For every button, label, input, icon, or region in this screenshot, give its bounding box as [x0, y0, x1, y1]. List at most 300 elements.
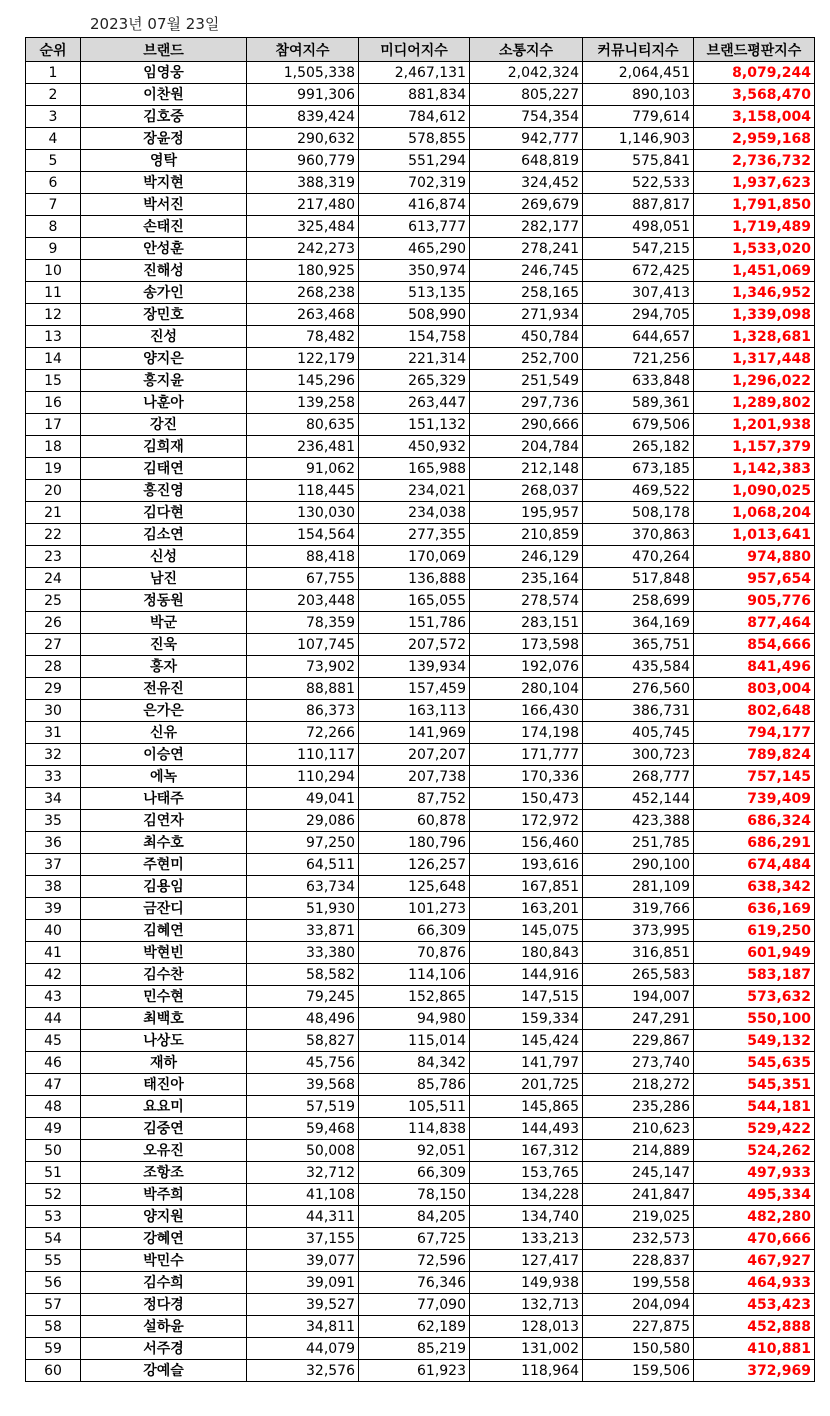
cell-brand-index: 1,068,204: [694, 502, 815, 524]
cell-participation: 839,424: [247, 106, 359, 128]
cell-brand-index: 1,201,938: [694, 414, 815, 436]
cell-participation: 41,108: [247, 1184, 359, 1206]
cell-participation: 67,755: [247, 568, 359, 590]
cell-rank: 20: [26, 480, 81, 502]
table-row: [26, 832, 815, 854]
cell-rank: 17: [26, 414, 81, 436]
cell-brand-index: 549,132: [694, 1030, 815, 1052]
cell-communication: 805,227: [470, 84, 583, 106]
cell-community: 435,584: [583, 656, 694, 678]
cell-communication: 268,037: [470, 480, 583, 502]
cell-community: 245,147: [583, 1162, 694, 1184]
table-row: [26, 194, 815, 216]
cell-communication: 144,916: [470, 964, 583, 986]
cell-participation: 325,484: [247, 216, 359, 238]
cell-brand-index: 601,949: [694, 942, 815, 964]
cell-community: 405,745: [583, 722, 694, 744]
cell-brand-index: 1,090,025: [694, 480, 815, 502]
cell-brand: 영탁: [81, 150, 247, 172]
cell-communication: 280,104: [470, 678, 583, 700]
cell-brand-index: 583,187: [694, 964, 815, 986]
table-row: [26, 964, 815, 986]
cell-community: 204,094: [583, 1294, 694, 1316]
cell-media: 151,786: [359, 612, 470, 634]
cell-rank: 48: [26, 1096, 81, 1118]
cell-participation: 44,311: [247, 1206, 359, 1228]
cell-community: 672,425: [583, 260, 694, 282]
cell-brand: 김중연: [81, 1118, 247, 1140]
cell-media: 85,786: [359, 1074, 470, 1096]
header-media: 미디어지수: [359, 38, 470, 62]
cell-communication: 127,417: [470, 1250, 583, 1272]
cell-brand-index: 686,324: [694, 810, 815, 832]
cell-community: 2,064,451: [583, 62, 694, 84]
cell-participation: 217,480: [247, 194, 359, 216]
cell-community: 517,848: [583, 568, 694, 590]
cell-participation: 57,519: [247, 1096, 359, 1118]
cell-rank: 52: [26, 1184, 81, 1206]
cell-brand-index: 877,464: [694, 612, 815, 634]
cell-brand: 김용임: [81, 876, 247, 898]
table-row: [26, 216, 815, 238]
table-row: [26, 942, 815, 964]
cell-brand-index: 757,145: [694, 766, 815, 788]
cell-media: 61,923: [359, 1360, 470, 1382]
cell-communication: 118,964: [470, 1360, 583, 1382]
cell-communication: 170,336: [470, 766, 583, 788]
cell-rank: 30: [26, 700, 81, 722]
table-row: [26, 1206, 815, 1228]
cell-participation: 268,238: [247, 282, 359, 304]
cell-media: 136,888: [359, 568, 470, 590]
cell-rank: 12: [26, 304, 81, 326]
table-row: [26, 1008, 815, 1030]
table-body: [26, 62, 815, 1382]
cell-brand-index: 1,289,802: [694, 392, 815, 414]
cell-brand-index: 638,342: [694, 876, 815, 898]
cell-rank: 11: [26, 282, 81, 304]
cell-participation: 50,008: [247, 1140, 359, 1162]
header-brand-index: 브랜드평판지수: [694, 38, 815, 62]
cell-community: 227,875: [583, 1316, 694, 1338]
cell-communication: 167,851: [470, 876, 583, 898]
header-community: 커뮤니티지수: [583, 38, 694, 62]
cell-brand-index: 1,013,641: [694, 524, 815, 546]
cell-media: 154,758: [359, 326, 470, 348]
table-row: [26, 128, 815, 150]
cell-participation: 236,481: [247, 436, 359, 458]
table-row: [26, 1228, 815, 1250]
cell-brand: 박민수: [81, 1250, 247, 1272]
cell-rank: 46: [26, 1052, 81, 1074]
cell-communication: 290,666: [470, 414, 583, 436]
cell-media: 62,189: [359, 1316, 470, 1338]
cell-media: 207,207: [359, 744, 470, 766]
cell-media: 114,838: [359, 1118, 470, 1140]
cell-brand: 양지은: [81, 348, 247, 370]
cell-rank: 4: [26, 128, 81, 150]
cell-media: 85,219: [359, 1338, 470, 1360]
table-row: [26, 568, 815, 590]
cell-media: 170,069: [359, 546, 470, 568]
cell-participation: 154,564: [247, 524, 359, 546]
cell-participation: 145,296: [247, 370, 359, 392]
cell-community: 281,109: [583, 876, 694, 898]
cell-brand-index: 545,635: [694, 1052, 815, 1074]
cell-brand: 박지현: [81, 172, 247, 194]
cell-communication: 283,151: [470, 612, 583, 634]
cell-media: 207,738: [359, 766, 470, 788]
cell-brand: 태진아: [81, 1074, 247, 1096]
cell-participation: 39,568: [247, 1074, 359, 1096]
cell-brand: 장윤정: [81, 128, 247, 150]
cell-rank: 9: [26, 238, 81, 260]
cell-participation: 991,306: [247, 84, 359, 106]
cell-brand: 에녹: [81, 766, 247, 788]
cell-brand-index: 1,339,098: [694, 304, 815, 326]
table-row: [26, 84, 815, 106]
cell-community: 890,103: [583, 84, 694, 106]
cell-communication: 132,713: [470, 1294, 583, 1316]
cell-media: 92,051: [359, 1140, 470, 1162]
cell-brand-index: 636,169: [694, 898, 815, 920]
cell-brand: 강예슬: [81, 1360, 247, 1382]
table-row: [26, 1118, 815, 1140]
cell-media: 165,988: [359, 458, 470, 480]
table-row: [26, 62, 815, 84]
cell-media: 77,090: [359, 1294, 470, 1316]
cell-brand: 김호중: [81, 106, 247, 128]
cell-media: 70,876: [359, 942, 470, 964]
cell-brand: 신유: [81, 722, 247, 744]
cell-brand-index: 550,100: [694, 1008, 815, 1030]
cell-community: 265,583: [583, 964, 694, 986]
cell-brand: 홍진영: [81, 480, 247, 502]
cell-brand-index: 1,317,448: [694, 348, 815, 370]
cell-participation: 44,079: [247, 1338, 359, 1360]
cell-media: 578,855: [359, 128, 470, 150]
cell-community: 589,361: [583, 392, 694, 414]
cell-participation: 118,445: [247, 480, 359, 502]
cell-participation: 107,745: [247, 634, 359, 656]
cell-community: 241,847: [583, 1184, 694, 1206]
table-row: [26, 392, 815, 414]
cell-communication: 141,797: [470, 1052, 583, 1074]
table-row: [26, 436, 815, 458]
cell-rank: 55: [26, 1250, 81, 1272]
cell-communication: 212,148: [470, 458, 583, 480]
cell-rank: 10: [26, 260, 81, 282]
cell-brand-index: 482,280: [694, 1206, 815, 1228]
cell-media: 265,329: [359, 370, 470, 392]
cell-brand: 민수현: [81, 986, 247, 1008]
cell-brand: 서주경: [81, 1338, 247, 1360]
cell-brand-index: 467,927: [694, 1250, 815, 1272]
cell-communication: 246,745: [470, 260, 583, 282]
cell-communication: 133,213: [470, 1228, 583, 1250]
cell-communication: 278,574: [470, 590, 583, 612]
cell-media: 141,969: [359, 722, 470, 744]
cell-community: 229,867: [583, 1030, 694, 1052]
cell-rank: 47: [26, 1074, 81, 1096]
cell-brand-index: 841,496: [694, 656, 815, 678]
cell-brand: 진해성: [81, 260, 247, 282]
cell-rank: 18: [26, 436, 81, 458]
cell-brand: 김다현: [81, 502, 247, 524]
cell-brand: 김연자: [81, 810, 247, 832]
cell-participation: 1,505,338: [247, 62, 359, 84]
cell-community: 679,506: [583, 414, 694, 436]
cell-participation: 80,635: [247, 414, 359, 436]
cell-community: 316,851: [583, 942, 694, 964]
cell-rank: 56: [26, 1272, 81, 1294]
cell-brand-index: 8,079,244: [694, 62, 815, 84]
cell-brand-index: 464,933: [694, 1272, 815, 1294]
header-communication: 소통지수: [470, 38, 583, 62]
cell-participation: 64,511: [247, 854, 359, 876]
cell-brand: 남진: [81, 568, 247, 590]
cell-rank: 16: [26, 392, 81, 414]
cell-participation: 86,373: [247, 700, 359, 722]
cell-communication: 235,164: [470, 568, 583, 590]
cell-brand: 양지원: [81, 1206, 247, 1228]
cell-communication: 156,460: [470, 832, 583, 854]
cell-communication: 173,598: [470, 634, 583, 656]
cell-rank: 41: [26, 942, 81, 964]
cell-brand: 은가은: [81, 700, 247, 722]
cell-media: 702,319: [359, 172, 470, 194]
cell-media: 152,865: [359, 986, 470, 1008]
cell-community: 423,388: [583, 810, 694, 832]
cell-community: 522,533: [583, 172, 694, 194]
cell-rank: 28: [26, 656, 81, 678]
cell-brand-index: 1,296,022: [694, 370, 815, 392]
cell-brand: 임영웅: [81, 62, 247, 84]
cell-communication: 145,075: [470, 920, 583, 942]
cell-communication: 252,700: [470, 348, 583, 370]
cell-community: 469,522: [583, 480, 694, 502]
table-row: [26, 348, 815, 370]
cell-communication: 172,972: [470, 810, 583, 832]
cell-brand-index: 802,648: [694, 700, 815, 722]
cell-brand: 장민호: [81, 304, 247, 326]
cell-community: 508,178: [583, 502, 694, 524]
cell-community: 276,560: [583, 678, 694, 700]
cell-participation: 32,712: [247, 1162, 359, 1184]
cell-community: 1,146,903: [583, 128, 694, 150]
cell-media: 115,014: [359, 1030, 470, 1052]
cell-brand-index: 1,328,681: [694, 326, 815, 348]
cell-rank: 37: [26, 854, 81, 876]
cell-participation: 960,779: [247, 150, 359, 172]
cell-brand: 재하: [81, 1052, 247, 1074]
cell-brand-index: 1,157,379: [694, 436, 815, 458]
table-row: [26, 1272, 815, 1294]
cell-communication: 145,865: [470, 1096, 583, 1118]
cell-rank: 42: [26, 964, 81, 986]
cell-brand-index: 1,451,069: [694, 260, 815, 282]
cell-brand: 홍지윤: [81, 370, 247, 392]
cell-communication: 297,736: [470, 392, 583, 414]
cell-communication: 174,198: [470, 722, 583, 744]
table-row: [26, 920, 815, 942]
cell-community: 575,841: [583, 150, 694, 172]
table-row: [26, 1338, 815, 1360]
cell-rank: 59: [26, 1338, 81, 1360]
cell-media: 221,314: [359, 348, 470, 370]
table-row: [26, 1162, 815, 1184]
table-row: [26, 370, 815, 392]
cell-brand-index: 3,158,004: [694, 106, 815, 128]
cell-rank: 33: [26, 766, 81, 788]
cell-communication: 269,679: [470, 194, 583, 216]
cell-brand: 김수희: [81, 1272, 247, 1294]
cell-communication: 149,938: [470, 1272, 583, 1294]
cell-community: 498,051: [583, 216, 694, 238]
cell-communication: 134,740: [470, 1206, 583, 1228]
cell-rank: 44: [26, 1008, 81, 1030]
cell-communication: 134,228: [470, 1184, 583, 1206]
cell-brand: 김태연: [81, 458, 247, 480]
cell-media: 101,273: [359, 898, 470, 920]
cell-communication: 251,549: [470, 370, 583, 392]
cell-communication: 145,424: [470, 1030, 583, 1052]
cell-media: 72,596: [359, 1250, 470, 1272]
table-row: [26, 1096, 815, 1118]
cell-rank: 24: [26, 568, 81, 590]
table-row: [26, 634, 815, 656]
cell-media: 465,290: [359, 238, 470, 260]
cell-communication: 159,334: [470, 1008, 583, 1030]
cell-participation: 33,871: [247, 920, 359, 942]
cell-brand: 박현빈: [81, 942, 247, 964]
cell-community: 370,863: [583, 524, 694, 546]
table-row: [26, 260, 815, 282]
cell-brand-index: 3,568,470: [694, 84, 815, 106]
cell-rank: 57: [26, 1294, 81, 1316]
cell-brand: 박군: [81, 612, 247, 634]
cell-community: 307,413: [583, 282, 694, 304]
cell-communication: 193,616: [470, 854, 583, 876]
cell-brand-index: 854,666: [694, 634, 815, 656]
cell-brand-index: 573,632: [694, 986, 815, 1008]
table-row: [26, 238, 815, 260]
cell-communication: 2,042,324: [470, 62, 583, 84]
cell-communication: 201,725: [470, 1074, 583, 1096]
cell-brand-index: 1,791,850: [694, 194, 815, 216]
table-row: [26, 414, 815, 436]
table-row: [26, 876, 815, 898]
cell-brand: 설하윤: [81, 1316, 247, 1338]
cell-media: 508,990: [359, 304, 470, 326]
cell-participation: 51,930: [247, 898, 359, 920]
cell-participation: 110,294: [247, 766, 359, 788]
cell-community: 159,506: [583, 1360, 694, 1382]
cell-community: 235,286: [583, 1096, 694, 1118]
cell-participation: 34,811: [247, 1316, 359, 1338]
cell-brand: 김수찬: [81, 964, 247, 986]
cell-rank: 7: [26, 194, 81, 216]
cell-communication: 167,312: [470, 1140, 583, 1162]
cell-communication: 942,777: [470, 128, 583, 150]
table-row: [26, 1052, 815, 1074]
cell-brand: 이승연: [81, 744, 247, 766]
cell-brand: 송가인: [81, 282, 247, 304]
cell-rank: 58: [26, 1316, 81, 1338]
cell-brand-index: 524,262: [694, 1140, 815, 1162]
cell-brand-index: 674,484: [694, 854, 815, 876]
table-row: [26, 986, 815, 1008]
cell-rank: 31: [26, 722, 81, 744]
cell-participation: 49,041: [247, 788, 359, 810]
cell-brand: 박서진: [81, 194, 247, 216]
cell-brand-index: 1,142,383: [694, 458, 815, 480]
cell-brand: 조항조: [81, 1162, 247, 1184]
table-row: [26, 106, 815, 128]
cell-brand: 김혜연: [81, 920, 247, 942]
cell-community: 251,785: [583, 832, 694, 854]
cell-brand-index: 1,533,020: [694, 238, 815, 260]
cell-media: 84,342: [359, 1052, 470, 1074]
cell-brand-index: 529,422: [694, 1118, 815, 1140]
cell-participation: 97,250: [247, 832, 359, 854]
cell-community: 199,558: [583, 1272, 694, 1294]
cell-community: 290,100: [583, 854, 694, 876]
cell-participation: 139,258: [247, 392, 359, 414]
cell-brand: 최백호: [81, 1008, 247, 1030]
cell-brand: 홍자: [81, 656, 247, 678]
cell-media: 2,467,131: [359, 62, 470, 84]
cell-community: 673,185: [583, 458, 694, 480]
cell-rank: 34: [26, 788, 81, 810]
cell-community: 273,740: [583, 1052, 694, 1074]
cell-brand-index: 470,666: [694, 1228, 815, 1250]
cell-communication: 192,076: [470, 656, 583, 678]
cell-media: 450,932: [359, 436, 470, 458]
cell-brand: 손태진: [81, 216, 247, 238]
cell-communication: 171,777: [470, 744, 583, 766]
cell-brand: 정동원: [81, 590, 247, 612]
cell-community: 258,699: [583, 590, 694, 612]
cell-brand: 정다경: [81, 1294, 247, 1316]
cell-brand: 신성: [81, 546, 247, 568]
brand-reputation-table: [25, 37, 815, 1382]
table-row: [26, 590, 815, 612]
cell-community: 194,007: [583, 986, 694, 1008]
cell-media: 613,777: [359, 216, 470, 238]
cell-media: 60,878: [359, 810, 470, 832]
cell-communication: 282,177: [470, 216, 583, 238]
cell-participation: 37,155: [247, 1228, 359, 1250]
cell-communication: 450,784: [470, 326, 583, 348]
brand-reputation-table-container: [25, 37, 814, 1382]
cell-rank: 35: [26, 810, 81, 832]
cell-communication: 166,430: [470, 700, 583, 722]
cell-brand-index: 905,776: [694, 590, 815, 612]
cell-community: 232,573: [583, 1228, 694, 1250]
cell-media: 151,132: [359, 414, 470, 436]
cell-brand: 김희재: [81, 436, 247, 458]
table-row: [26, 1360, 815, 1382]
cell-brand-index: 452,888: [694, 1316, 815, 1338]
cell-participation: 39,077: [247, 1250, 359, 1272]
cell-communication: 324,452: [470, 172, 583, 194]
cell-media: 94,980: [359, 1008, 470, 1030]
cell-media: 125,648: [359, 876, 470, 898]
cell-communication: 258,165: [470, 282, 583, 304]
cell-participation: 290,632: [247, 128, 359, 150]
table-row: [26, 304, 815, 326]
